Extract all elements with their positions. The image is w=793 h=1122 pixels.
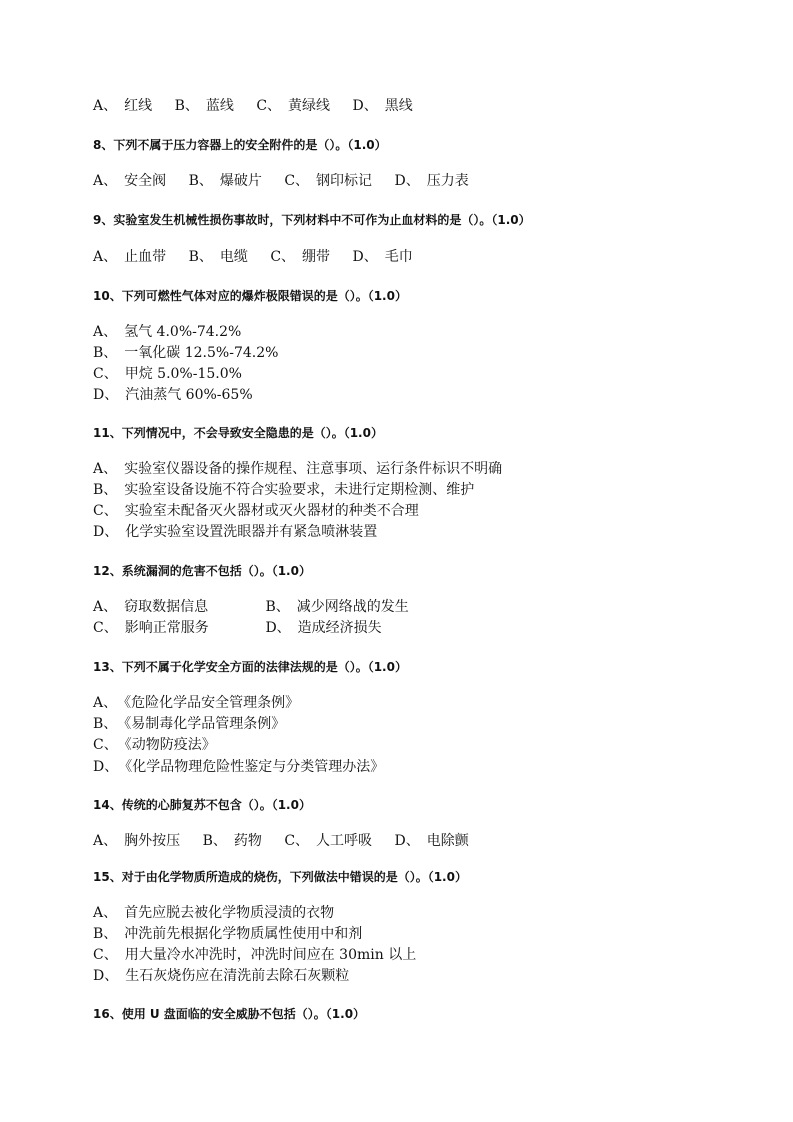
- option-a: A、 安全阀: [93, 173, 167, 189]
- option-a: A、 窃取数据信息: [93, 599, 209, 615]
- question-13-option-a: A、 《危险化学品安全管理条例》: [93, 695, 300, 711]
- question-11-option-c: C、 实验室未配备灭火器材或灭火器材的种类不合理: [93, 503, 419, 519]
- question-16-title: 16、使用 U 盘面临的安全威胁不包括（）。（1.0）: [93, 1007, 366, 1021]
- question-8-options: [93, 171, 469, 192]
- option-d: D、 压力表: [394, 173, 469, 189]
- question-13-option-b: B、 《易制毒化学品管理条例》: [93, 716, 286, 732]
- question-14-options: [93, 831, 469, 852]
- question-15-option-d: D、 生石灰烧伤应在清洗前去除石灰颗粒: [93, 968, 350, 984]
- option-a: A、 胸外按压: [93, 833, 181, 849]
- question-9-options: [93, 247, 413, 268]
- option-b: B、 药物: [202, 833, 262, 849]
- option-d: D、 造成经济损失: [265, 620, 382, 636]
- question-9-title: 9、实验室发生机械性损伤事故时，下列材料中不可作为止血材料的是（）。（1.0）: [93, 213, 531, 227]
- option-d: D、 毛巾: [352, 249, 413, 265]
- option-b: B、 电缆: [188, 249, 248, 265]
- option-c: C、 影响正常服务: [93, 620, 209, 636]
- option-c: C、 绷带: [270, 249, 331, 265]
- option-b: B、 爆破片: [188, 173, 262, 189]
- question-15-option-b: B、 冲洗前先根据化学物质属性使用中和剂: [93, 926, 363, 942]
- question-10-title: 10、下列可燃性气体对应的爆炸极限错误的是（）。（1.0）: [93, 289, 407, 303]
- option-c: C、 钢印标记: [284, 173, 373, 189]
- question-13-option-c: C、 《动物防疫法》: [93, 737, 216, 753]
- question-15-option-c: C、 用大量冷水冲洗时，冲洗时间应在 30min 以上: [93, 947, 417, 963]
- question-15-option-a: A、 首先应脱去被化学物质浸渍的衣物: [93, 905, 335, 921]
- option-d: D、 黑线: [352, 98, 413, 114]
- option-b: B、 减少网络战的发生: [265, 599, 409, 615]
- question-13-title: 13、下列不属于化学安全方面的法律法规的是（）。（1.0）: [93, 660, 407, 674]
- question-10-option-b: B、 一氧化碳 12.5%-74.2%: [93, 345, 279, 361]
- option-a: A、 止血带: [93, 249, 167, 265]
- option-c: C、 人工呼吸: [284, 833, 373, 849]
- option-c: C、 黄绿线: [256, 98, 331, 114]
- question-11-option-b: B、 实验室设备设施不符合实验要求，未进行定期检测、维护: [93, 482, 475, 498]
- option-a: A、 红线: [93, 98, 153, 114]
- option-b: B、 蓝线: [174, 98, 234, 114]
- question-10-option-a: A、 氢气 4.0%-74.2%: [93, 324, 242, 340]
- question-15-title: 15、对于由化学物质所造成的烧伤，下列做法中错误的是（）。（1.0）: [93, 870, 467, 884]
- q7-options: [93, 96, 413, 117]
- question-11-option-d: D、 化学实验室设置洗眼器并有紧急喷淋装置: [93, 524, 378, 540]
- option-d: D、 电除颤: [394, 833, 469, 849]
- question-10-option-d: D、 汽油蒸气 60%-65%: [93, 387, 253, 403]
- question-11-option-a: A、 实验室仪器设备的操作规程、注意事项、运行条件标识不明确: [93, 461, 503, 477]
- question-13-option-d: D、 《化学品物理危险性鉴定与分类管理办法》: [93, 759, 385, 775]
- question-12-title: 12、系统漏洞的危害不包括（）。（1.0）: [93, 564, 311, 578]
- question-11-title: 11、下列情况中，不会导致安全隐患的是（）。（1.0）: [93, 426, 383, 440]
- question-14-title: 14、传统的心肺复苏不包含（）。（1.0）: [93, 798, 311, 812]
- question-12-options-row1: [93, 597, 409, 618]
- question-12-options-row2: [93, 618, 382, 639]
- question-10-option-c: C、 甲烷 5.0%-15.0%: [93, 366, 242, 382]
- question-8-title: 8、下列不属于压力容器上的安全附件的是（）。（1.0）: [93, 138, 387, 152]
